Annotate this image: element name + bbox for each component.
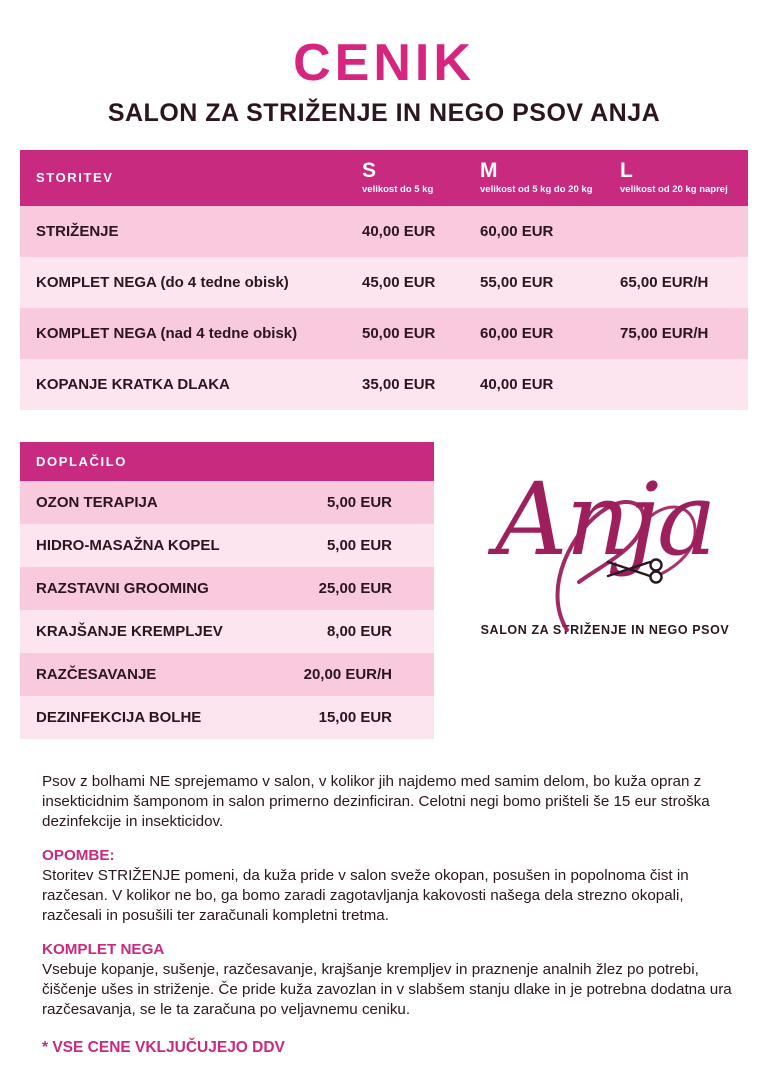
cell-price-m: 40,00 EUR <box>480 359 620 410</box>
cell-service: KOPANJE KRATKA DLAKA <box>20 359 362 410</box>
cell-price-s: 35,00 EUR <box>362 359 480 410</box>
extras-name: RAZSTAVNI GROOMING <box>20 567 227 610</box>
cell-service: STRIŽENJE <box>20 206 362 257</box>
extras-name: KRAJŠANJE KREMPLJEV <box>20 610 227 653</box>
list-item <box>20 481 434 524</box>
cell-price-m: 60,00 EUR <box>480 308 620 359</box>
cell-price-l: 65,00 EUR/H <box>620 257 748 308</box>
cell-service: KOMPLET NEGA (nad 4 tedne obisk) <box>20 308 362 359</box>
notes-section <box>42 772 732 1072</box>
extras-name: RAZČESAVANJE <box>20 653 227 696</box>
notes-intro: Psov z bolhami NE sprejemamo v salon, v kolikor jih najdemo med samim delom, bo kuža opran z insekticidnim šamponom in salon primerno dezinficiran. Celotni negi bomo prišteli še 15 eur stroška dezinfekcije in insekticidov. <box>42 773 710 831</box>
cell-price-m: 60,00 EUR <box>480 206 620 257</box>
column-header-s-letter: S <box>362 158 378 182</box>
extras-price: 15,00 EUR <box>227 696 434 739</box>
logo-caption: SALON ZA STRIŽENJE IN NEGO PSOV <box>480 623 730 637</box>
extras-price: 5,00 EUR <box>227 524 434 567</box>
column-header-s-desc: velikost do 5 kg <box>362 183 434 195</box>
list-item <box>20 567 434 610</box>
column-header-l <box>620 150 748 206</box>
table-row <box>20 308 748 359</box>
cell-price-s: 50,00 EUR <box>362 308 480 359</box>
logo <box>455 461 755 637</box>
column-header-s <box>362 150 480 206</box>
table-row <box>20 359 748 410</box>
extras-price: 5,00 EUR <box>227 481 434 524</box>
table-row <box>20 257 748 308</box>
logo-wordmark: Anja <box>495 461 715 578</box>
page-subtitle: SALON ZA STRIŽENJE IN NEGO PSOV ANJA <box>107 98 661 127</box>
extras-price: 8,00 EUR <box>227 610 434 653</box>
cell-price-l <box>620 206 748 257</box>
extras-heading: DOPLAČILO <box>20 442 434 481</box>
extras-table <box>20 481 434 739</box>
column-header-service: STORITEV <box>20 150 362 206</box>
list-item <box>20 524 434 567</box>
price-table-header <box>20 150 748 206</box>
cell-service: KOMPLET NEGA (do 4 tedne obisk) <box>20 257 362 308</box>
notes-komplet-body: Vsebuje kopanje, sušenje, razčesavanje, krajšanje krempljev in praznenje analnih žlez po potrebi, čiščenje ušes in striženje. Če pride kuža zavozlan in v slabšem stanju dlake in je potrebna dodatna ura razčesavanja, se le ta zaračuna po veljavnemu ceniku. <box>42 960 732 1019</box>
extras-price: 25,00 EUR <box>227 567 434 610</box>
column-header-m-desc: velikost od 5 kg do 20 kg <box>480 183 593 195</box>
page-title: CENIK <box>293 34 475 92</box>
notes-vat: * VSE CENE VKLJUČUJEJO DDV <box>42 1039 285 1057</box>
extras-section <box>20 442 434 739</box>
cell-price-s: 45,00 EUR <box>362 257 480 308</box>
list-item <box>20 696 434 739</box>
extras-price: 20,00 EUR/H <box>227 653 434 696</box>
column-header-m <box>480 150 620 206</box>
column-header-l-letter: L <box>620 158 634 182</box>
notes-remarks-body: Storitev STRIŽENJE pomeni, da kuža pride v salon sveže okopan, posušen in popolnoma čist in razčesan. V kolikor ne bo, ga bomo zaradi zagotavljanja kakovosti našega dela strezno okopali, razčesali in posušili ter zaračunali kompletni tretma. <box>42 866 689 925</box>
column-header-m-letter: M <box>480 158 499 182</box>
list-item <box>20 610 434 653</box>
page-header <box>0 0 768 128</box>
notes-remarks-heading: OPOMBE: <box>42 846 115 864</box>
table-header-row <box>20 150 748 206</box>
cell-price-l <box>620 359 748 410</box>
cell-price-l: 75,00 EUR/H <box>620 308 748 359</box>
column-header-l-desc: velikost od 20 kg naprej <box>620 183 728 195</box>
list-item <box>20 653 434 696</box>
cell-price-s: 40,00 EUR <box>362 206 480 257</box>
cell-price-m: 55,00 EUR <box>480 257 620 308</box>
extras-name: HIDRO-MASAŽNA KOPEL <box>20 524 227 567</box>
scissors-icon <box>604 558 674 584</box>
table-row <box>20 206 748 257</box>
price-table <box>20 150 748 410</box>
extras-name: DEZINFEKCIJA BOLHE <box>20 696 227 739</box>
notes-komplet-heading: KOMPLET NEGA <box>42 940 165 958</box>
extras-name: OZON TERAPIJA <box>20 481 227 524</box>
